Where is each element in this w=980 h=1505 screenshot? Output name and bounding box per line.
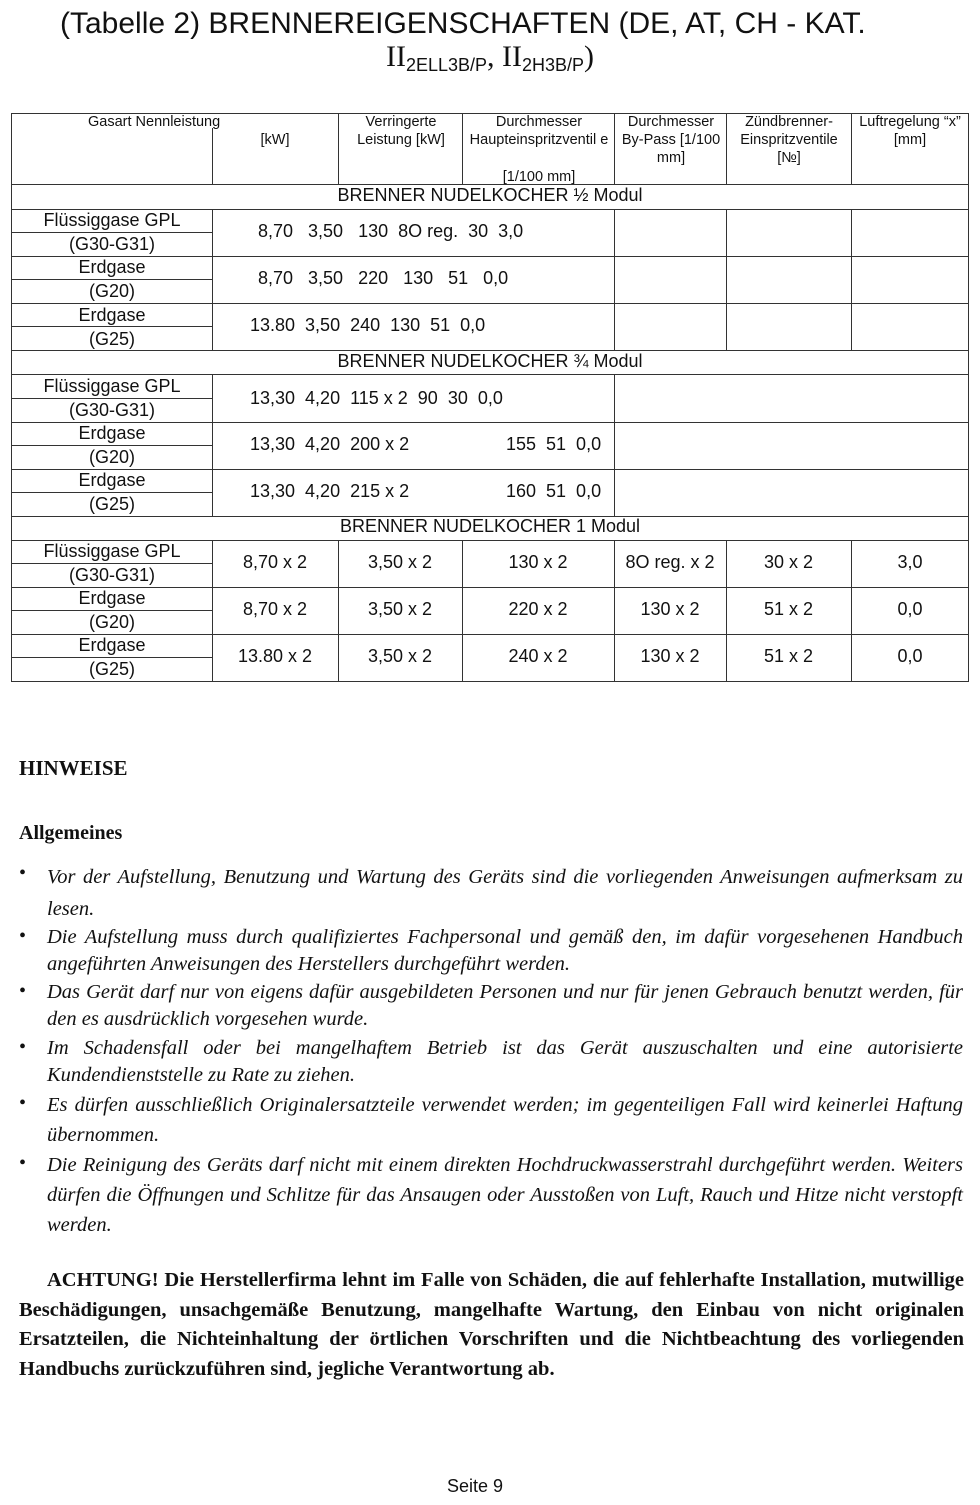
gas-type: Erdgase — [78, 635, 146, 655]
table-rule — [726, 113, 727, 184]
bullet-icon: • — [19, 925, 27, 947]
gas-code: (G20) — [88, 447, 135, 467]
gas-type: Flüssiggase GPL — [43, 541, 181, 561]
table-cell: 30 x 2 — [763, 552, 814, 572]
bullet-icon: • — [19, 862, 27, 884]
header-gas-power: Gasart Nennleistung — [88, 114, 221, 130]
table-cell: 13.80 x 2 — [237, 646, 313, 666]
row-values: 8,70 3,50 220 130 51 0,0 — [258, 268, 509, 288]
header-pilot: Zündbrenner-Einspritzventile [№] — [740, 114, 838, 166]
table-rule — [614, 374, 615, 516]
notes-heading: HINWEISE — [19, 756, 128, 780]
row-values: 155 51 0,0 — [506, 434, 602, 454]
gas-type: Erdgase — [78, 588, 146, 608]
gas-code: (G25) — [88, 494, 135, 514]
table-cell: 51 x 2 — [763, 599, 814, 619]
gas-code: (G20) — [88, 612, 135, 632]
row-values: 13,30 4,20 115 x 2 90 30 0,0 — [250, 388, 503, 408]
gas-type: Erdgase — [78, 257, 146, 277]
table-rule — [212, 374, 213, 516]
table-cell: 3,50 x 2 — [367, 599, 433, 619]
table-rule — [338, 113, 339, 184]
gas-code: (G25) — [88, 659, 135, 679]
note-item: Das Gerät darf nur von eigens dafür ausgebildeten Personen und nur für jenen Gebrauch benutzt werden, für den es ausdrücklich vorgesehen wurde. — [47, 981, 963, 1030]
header-kw: [kW] — [260, 132, 290, 148]
note-item: Im Schadensfall oder bei mangelhaftem Betrieb ist das Gerät auszuschalten und eine autorisierte Kundendienststelle zu Rate zu ziehen. — [47, 1037, 963, 1086]
table-rule — [462, 113, 463, 184]
table-cell: 3,50 x 2 — [367, 646, 433, 666]
gas-code: (G30-G31) — [68, 400, 156, 420]
header-bypass: Durchmesser By-Pass [1/100 mm] — [621, 114, 721, 166]
table-cell: 3,0 — [897, 552, 923, 572]
notes-subheading: Allgemeines — [19, 822, 123, 844]
gas-code: (G25) — [88, 329, 135, 349]
gas-code: (G30-G31) — [68, 234, 156, 254]
header-reduced-power: Verringerte Leistung [kW] — [357, 114, 445, 148]
table-cell: 130 x 2 — [640, 646, 700, 666]
bullet-icon: • — [19, 1036, 27, 1058]
title-line-1: (Tabelle 2) BRENNEREIGENSCHAFTEN (DE, AT, CH - KAT. — [60, 7, 866, 40]
table-cell: 8,70 x 2 — [242, 552, 308, 572]
gas-code: (G20) — [88, 281, 135, 301]
row-values: 13.80 3,50 240 130 51 0,0 — [250, 315, 486, 335]
gas-type: Erdgase — [78, 305, 146, 325]
warning-paragraph: ACHTUNG! Die Herstellerfirma lehnt im Falle von Schäden, die auf fehlerhafte Installation, mutwillige Beschädigungen, unsachgemäße Benutzung, mangelhafte Wartung, den Einbau von nicht originalen Ersatzteilen, die Nichteinhaltung der örtlichen Vorschriften und die Nichtbeachtung des vorliegenden Handbuchs zurückzuführen sind, jegliche Verantwortung ab. — [19, 1269, 964, 1380]
header-main-nozzle: Durchmesser Haupteinspritzventil e — [469, 114, 609, 148]
gas-code: (G30-G31) — [68, 565, 156, 585]
row-values: 13,30 4,20 215 x 2 — [250, 481, 410, 501]
note-item: Die Reinigung des Geräts darf nicht mit einem direkten Hochdruckwasserstrahl durchgeführt werden. Weiters dürfen die Öffnungen und Schlitze für das Ansaugen oder Ausstoßen von Luft, Rauch und Hitze nicht verstopft werden. — [47, 1154, 963, 1236]
title-line-2: $II_{2ELL3B/P}$, $II_{2H3B/P}$) — [385, 40, 595, 75]
row-values: 8,70 3,50 130 8O reg. 30 3,0 — [258, 221, 524, 241]
note-item: Es dürfen ausschließlich Originalersatzteile verwendet werden; im gegenteiligen Fall wird keinerlei Haftung übernommen. — [47, 1094, 963, 1146]
table-cell: 51 x 2 — [763, 646, 814, 666]
table-rule — [614, 209, 615, 350]
table-cell: 240 x 2 — [508, 646, 568, 666]
gas-type: Erdgase — [78, 470, 146, 490]
note-item: Die Aufstellung muss durch qualifiziertes Fachpersonal und gemäß den, im dafür vorgesehenen Handbuch angeführten Anweisungen des Herstellers durchgeführt werden. — [47, 926, 963, 975]
header-main-nozzle-unit: [1/100 mm] — [502, 169, 576, 185]
table-rule — [726, 209, 727, 350]
bullet-icon: • — [19, 1152, 27, 1174]
row-values: 160 51 0,0 — [506, 481, 602, 501]
section-title: BRENNER NUDELKOCHER 1 Modul — [339, 516, 641, 536]
table-cell: 8O reg. x 2 — [625, 552, 715, 572]
table-rule — [614, 113, 615, 184]
section-title: BRENNER NUDELKOCHER ½ Modul — [337, 185, 643, 205]
table-rule — [851, 209, 852, 350]
table-cell: 0,0 — [897, 599, 923, 619]
table-rule — [212, 209, 213, 350]
table-cell: 8,70 x 2 — [242, 599, 308, 619]
gas-type: Erdgase — [78, 423, 146, 443]
table-cell: 3,50 x 2 — [367, 552, 433, 572]
bullet-icon: • — [19, 1092, 27, 1114]
header-air-regulation: Luftregelung “x” [mm] — [859, 114, 961, 148]
row-values: 13,30 4,20 200 x 2 — [250, 434, 410, 454]
table-cell: 130 x 2 — [508, 552, 568, 572]
gas-type: Flüssiggase GPL — [43, 376, 181, 396]
page-number: Seite 9 — [446, 1476, 504, 1496]
section-title: BRENNER NUDELKOCHER ¾ Modul — [337, 351, 643, 371]
table-cell: 220 x 2 — [508, 599, 568, 619]
gas-type: Flüssiggase GPL — [43, 210, 181, 230]
bullet-icon: • — [19, 980, 27, 1002]
table-cell: 0,0 — [897, 646, 923, 666]
note-item: Vor der Aufstellung, Benutzung und Wartung des Geräts sind die vorliegenden Anweisungen aufmerksam zu lesen. — [47, 866, 963, 920]
table-rule — [851, 113, 852, 184]
table-cell: 130 x 2 — [640, 599, 700, 619]
